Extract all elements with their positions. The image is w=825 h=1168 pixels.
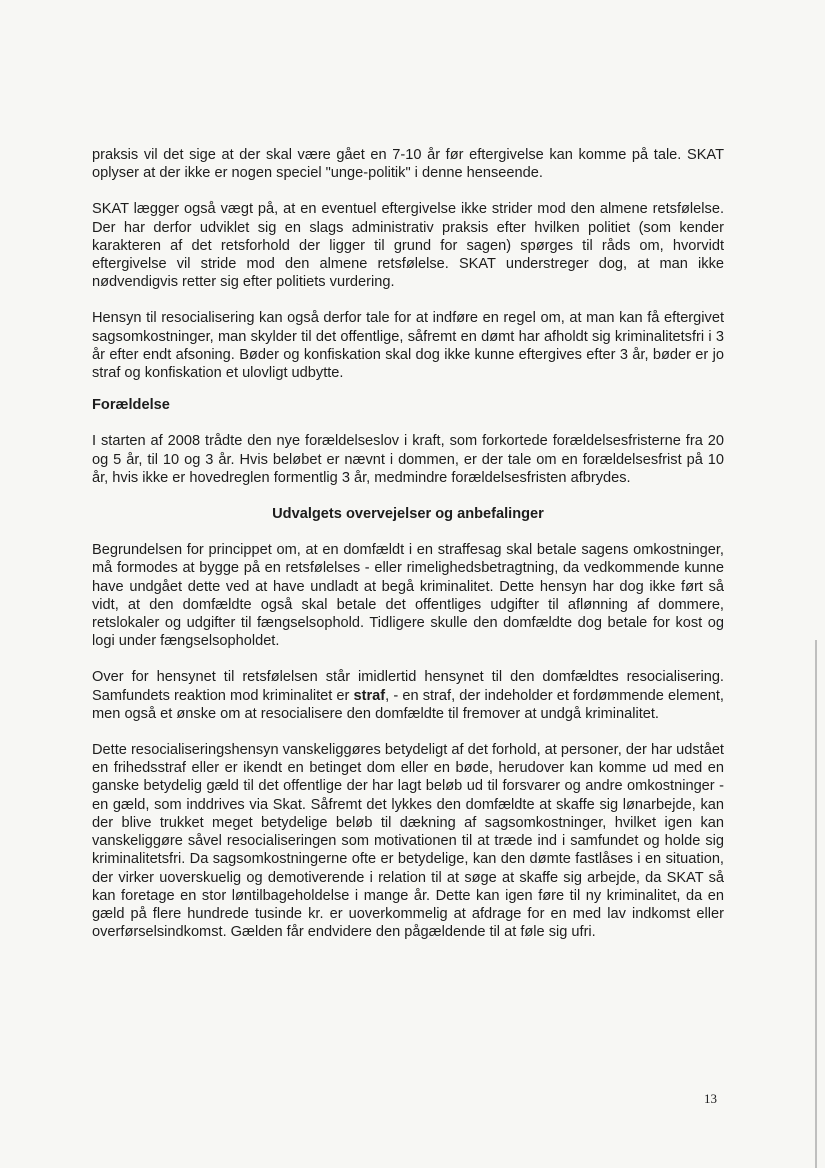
paragraph-begrundelsen: Begrundelsen for princippet om, at en domfældt i en straffesag skal betale sagens omkostninger, må formodes at bygge på en retsfølelses - eller rimelighedsbetragtning, da vedkommende kunne have undgået dette ved at have undladt at begå kriminalitet. Dette hensyn har dog ikke ført så vidt, at den domfældte også skal betale det offentliges udgifter til aflønning af dommere, retslokaler og udgifter til fængselsophold. Tidligere skulle den domfældte dog betale for kost og logi under fængselsopholdet. xyxy=(92,542,724,650)
paragraph-text: , - en straf, der indeholder et fordømmende element, men også et ønske om at resocialisere den domfældte til fremover at undgå kriminalitet. xyxy=(92,687,724,722)
paragraph-resocialiseringshensyn: Dette resocialiseringshensyn vanskeliggøres betydeligt af det forhold, at personer, der har udstået en frihedsstraf eller er ikendt en betinget dom eller en bøde, herudover kan komme ud med en ganske betydelig gæld til det offentlige der har lagt beløb ud til forsvarer og andre omkostninger - en gæld, som inddrives via Skat. Såfremt det lykkes den domfældte at skaffe sig lønarbejde, kan der blive trukket meget betydelige beløb til dækning af sagsomkostninger, hvilket igen kan vanskeliggøre såvel resocialiseringen som motivationen til at træde ind i samfundet og holde sig kriminalitetsfri. Da sagsomkostningerne ofte er betydelige, kan den dømte fastlåses i en situation, der virker uoverskuelig og demotiverende i relation til at søge at skaffe sig arbejde, da SKAT så kan foretage en stor løntilbageholdelse i mange år. Dette kan igen føre til ny kriminalitet, da en gæld på flere hundrede tusinde kr. er uoverkommelig at afdrage for en med lav indkomst eller overførselsindkomst. Gælden får endvidere den pågældende til at føle sig ufri. xyxy=(92,742,724,941)
paragraph-retsfoelelse: SKAT lægger også vægt på, at en eventuel eftergivelse ikke strider mod den almene retsfølelse. Der har derfor udviklet sig en slags administrativ praksis efter hvilken politiet (som kender karakteren af det retsforhold der ligger til grund for sagen) spørges til råds om, hvorvidt eftergivelse vil stride mod den almene retsfølelse. SKAT understreger dog, at man ikke nødvendigvis retter sig efter politiets vurdering. xyxy=(92,201,724,291)
bold-straf: straf xyxy=(353,687,386,704)
paragraph-text: Over for hensynet til retsfølelsen står imidlertid hensynet til den domfældtes resocialisering. Samfundets reaktion mod kriminalitet er xyxy=(92,669,724,704)
paragraph-praksis: praksis vil det sige at der skal være gået en 7-10 år før eftergivelse kan komme på tale. SKAT oplyser at der ikke er nogen speciel "unge-politik" i denne henseende. xyxy=(92,147,724,182)
paragraph-foraeldelse: I starten af 2008 trådte den nye forældelseslov i kraft, som forkortede forældelsesfristerne fra 20 og 5 år, til 10 og 3 år. Hvis beløbet er nævnt i dommen, er der tale om en forældelsesfrist på 10 år, hvis ikke er hovedreglen formentlig 3 år, medmindre forældelsesfristen afbrydes. xyxy=(92,433,724,486)
heading-foraeldelse: Forældelse xyxy=(92,397,170,414)
page-number: 13 xyxy=(704,1091,717,1106)
paragraph-over-for-hensynet xyxy=(92,668,724,723)
scan-edge-line xyxy=(815,640,817,1168)
document-body xyxy=(92,146,724,941)
paragraph-resocialisering: Hensyn til resocialisering kan også derfor tale for at indføre en regel om, at man kan få eftergivet sagsomkostninger, man skylder til det offentlige, såfremt en dømt har afholdt sig kriminalitetsfri i 3 år efter endt afsoning. Bøder og konfiskation skal dog ikke kunne eftergives efter 3 år, bøder er jo straf og konfiskation et ulovligt udbytte. xyxy=(92,310,724,382)
heading-udvalgets-overvejelser: Udvalgets overvejelser og anbefalinger xyxy=(272,506,544,523)
